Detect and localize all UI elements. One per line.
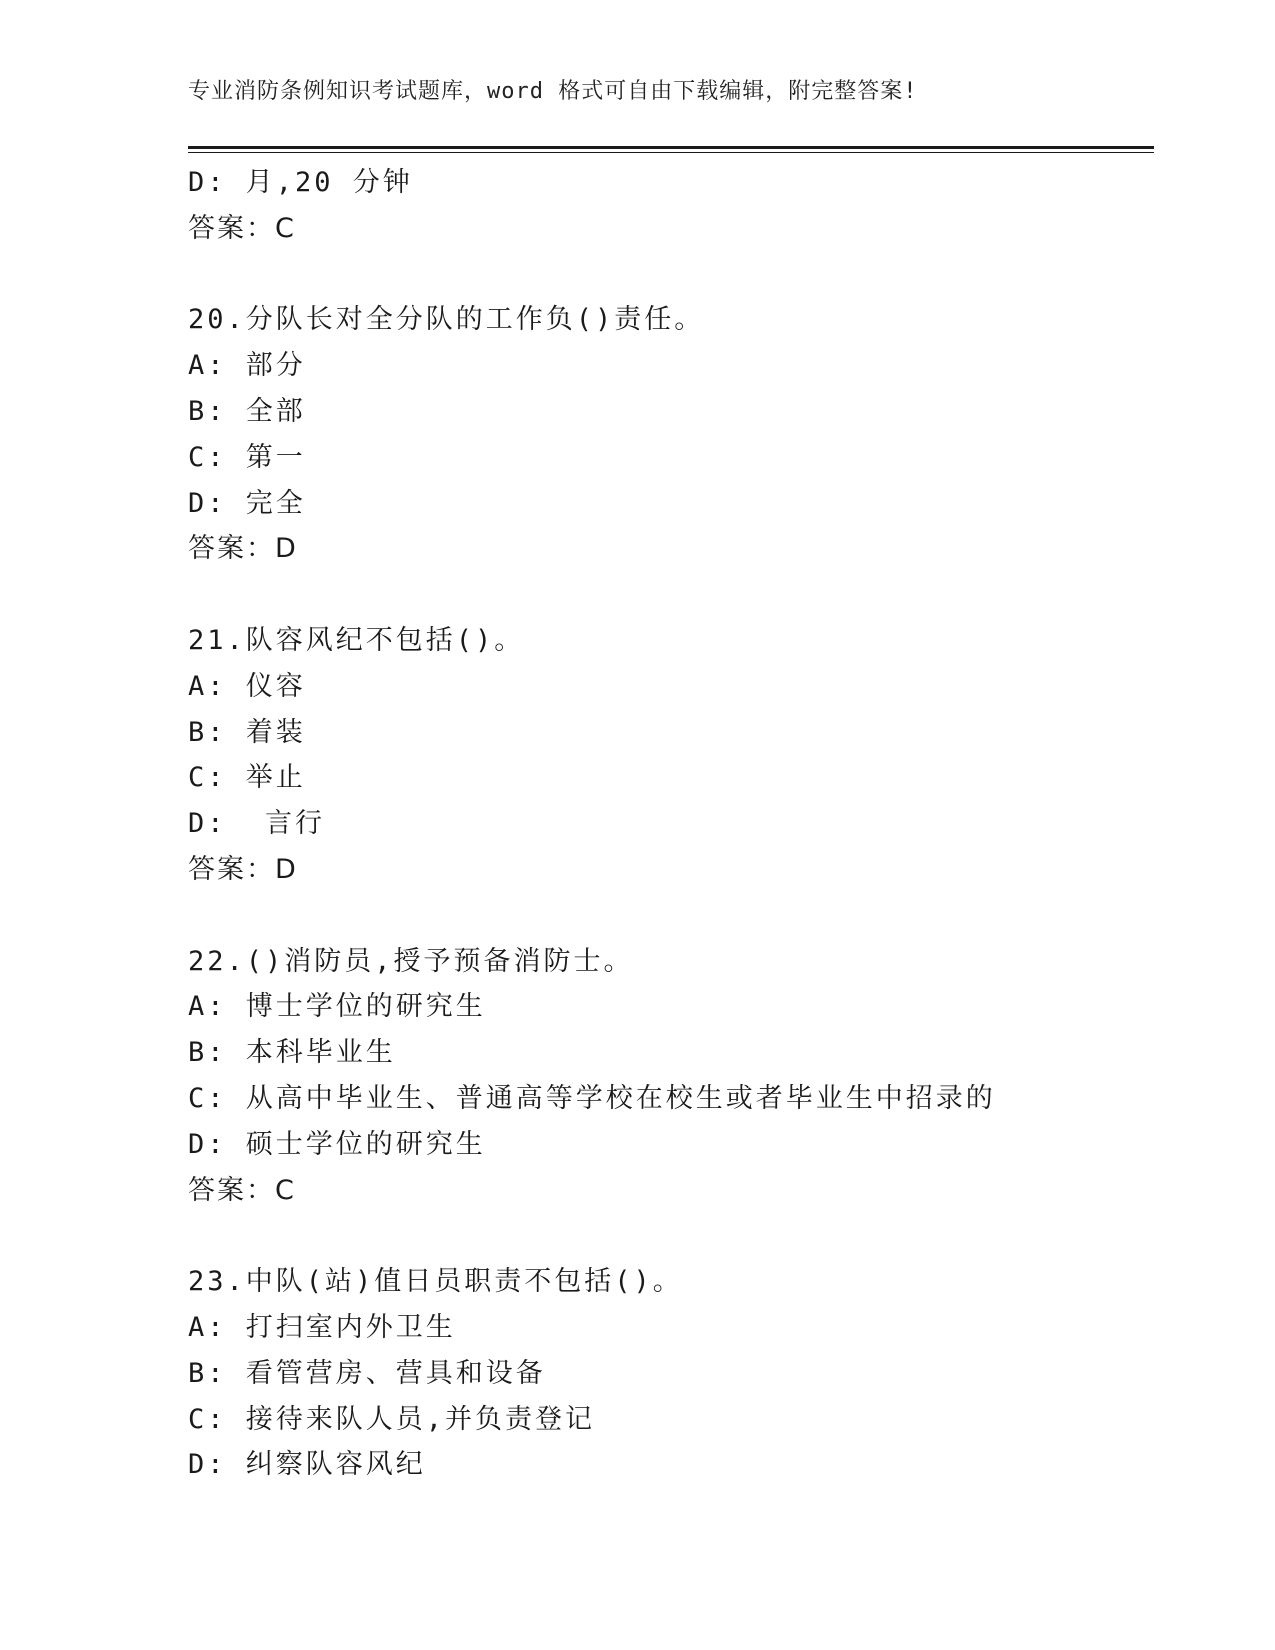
question-23 bbox=[188, 1259, 1154, 1488]
header-rule-thin bbox=[188, 152, 1154, 153]
answer-line: 答案：D bbox=[188, 533, 298, 565]
option-b: B: 全部 bbox=[188, 395, 306, 427]
question-stem: 20.分队长对全分队的工作负()责任。 bbox=[188, 304, 705, 336]
option-d: D: 纠察队容风纪 bbox=[188, 1449, 426, 1481]
question-content bbox=[188, 160, 1154, 1488]
option-b: B: 看管营房、营具和设备 bbox=[188, 1357, 546, 1389]
page-header: 专业消防条例知识考试题库，word 格式可自由下载编辑，附完整答案! bbox=[188, 79, 918, 104]
option-a: A: 部分 bbox=[188, 350, 306, 382]
option-b: B: 着装 bbox=[188, 716, 306, 748]
previous-question-tail bbox=[188, 160, 1154, 252]
option-a: A: 打扫室内外卫生 bbox=[188, 1311, 456, 1343]
answer-line: 答案：C bbox=[188, 1174, 296, 1206]
option-c: C: 从高中毕业生、普通高等学校在校生或者毕业生中招录的 bbox=[188, 1082, 996, 1114]
question-21 bbox=[188, 618, 1154, 893]
option-d: D: 言行 bbox=[188, 808, 326, 840]
option-d: D: 完全 bbox=[188, 487, 306, 519]
question-stem: 23.中队(站)值日员职责不包括()。 bbox=[188, 1266, 683, 1298]
option-c: C: 第一 bbox=[188, 441, 306, 473]
option-c: C: 接待来队人员,并负责登记 bbox=[188, 1403, 596, 1435]
question-stem: 22.()消防员,授予预备消防士。 bbox=[188, 945, 634, 977]
question-22 bbox=[188, 939, 1154, 1214]
option-a: A: 博士学位的研究生 bbox=[188, 991, 486, 1023]
header-rule-thick bbox=[188, 146, 1154, 149]
option-d: D: 硕士学位的研究生 bbox=[188, 1128, 486, 1160]
answer-line: 答案：D bbox=[188, 853, 298, 885]
answer-line: 答案：C bbox=[188, 212, 296, 244]
question-20 bbox=[188, 297, 1154, 572]
question-stem: 21.队容风纪不包括()。 bbox=[188, 624, 525, 656]
option-d: D: 月,20 分钟 bbox=[188, 167, 413, 198]
option-a: A: 仪容 bbox=[188, 670, 306, 702]
option-b: B: 本科毕业生 bbox=[188, 1037, 396, 1069]
option-c: C: 举止 bbox=[188, 762, 306, 794]
